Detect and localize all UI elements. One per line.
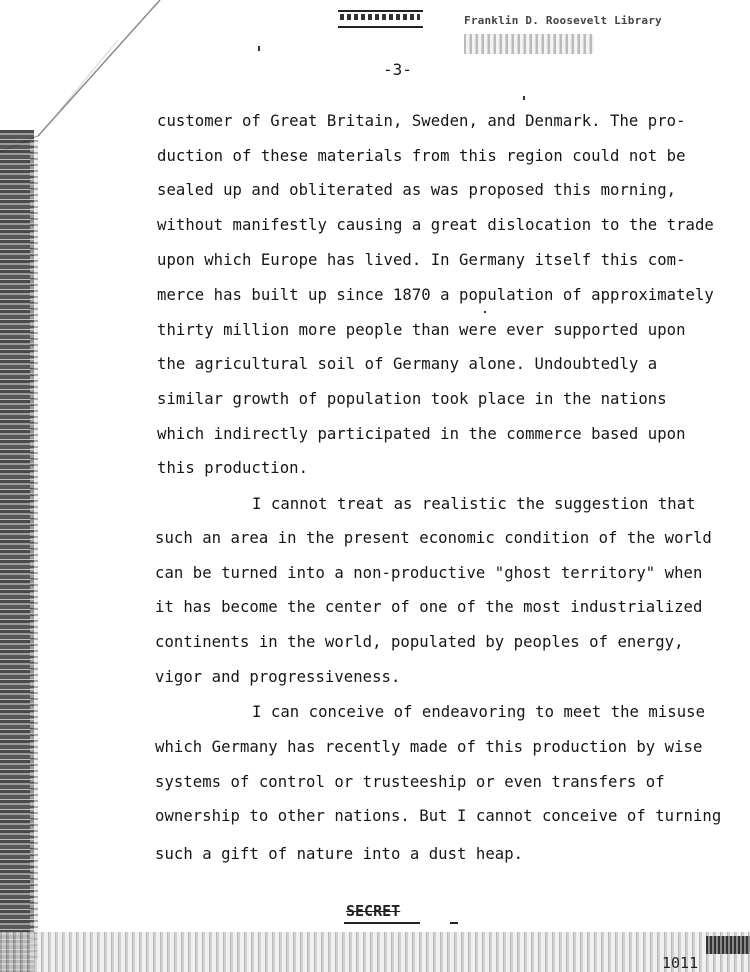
- ink-speck: [523, 96, 525, 100]
- body-line: it has become the center of one of the most industrialized: [155, 598, 703, 616]
- body-line: duction of these materials from this region could not be: [157, 147, 686, 165]
- body-line: I cannot treat as realistic the suggestion that: [252, 495, 696, 513]
- ink-speck: [484, 311, 486, 313]
- stamp-strikethrough: [340, 14, 420, 20]
- scan-left-edge: [0, 130, 34, 972]
- body-line: such an area in the present economic condition of the world: [155, 529, 712, 547]
- body-line: the agricultural soil of Germany alone. Undoubtedly a: [157, 355, 658, 373]
- body-line: customer of Great Britain, Sweden, and Denmark. The pro-: [157, 112, 686, 130]
- body-line: I can conceive of endeavoring to meet the misuse: [252, 703, 706, 721]
- scan-corner-blot: [706, 936, 750, 954]
- stamp-underline: [344, 922, 420, 924]
- stamp-dash: [450, 922, 458, 924]
- body-line: this production.: [157, 459, 309, 477]
- page-number: -3-: [383, 60, 412, 79]
- body-line: continents in the world, populated by peoples of energy,: [155, 633, 684, 651]
- body-line: can be turned into a non-productive "ghost territory" when: [155, 564, 703, 582]
- ink-speck: [258, 46, 260, 51]
- body-line: similar growth of population took place in the nations: [157, 390, 667, 408]
- body-line: merce has built up since 1870 a population of approximately: [157, 286, 714, 304]
- scan-left-edge-shadow: [30, 140, 38, 960]
- body-line: without manifestly causing a great dislocation to the trade: [157, 216, 714, 234]
- archive-number: 1011: [662, 954, 699, 972]
- body-line: thirty million more people than were ever supported upon: [157, 321, 686, 339]
- body-line: vigor and progressiveness.: [155, 668, 401, 686]
- classification-stamp: SECRET: [346, 902, 401, 920]
- library-stamp: Franklin D. Roosevelt Library: [464, 14, 662, 27]
- body-line: such a gift of nature into a dust heap.: [155, 845, 524, 863]
- body-line: which indirectly participated in the commerce based upon: [157, 425, 686, 443]
- body-line: upon which Europe has lived. In Germany itself this com-: [157, 251, 686, 269]
- body-line: systems of control or trusteeship or even transfers of: [155, 773, 665, 791]
- body-line: ownership to other nations. But I cannot conceive of turning: [155, 807, 722, 825]
- body-line: sealed up and obliterated as was proposed this morning,: [157, 181, 677, 199]
- scan-bottom-edge: [0, 932, 750, 972]
- body-line: which Germany has recently made of this production by wise: [155, 738, 703, 756]
- library-stamp-smudge: [464, 34, 594, 54]
